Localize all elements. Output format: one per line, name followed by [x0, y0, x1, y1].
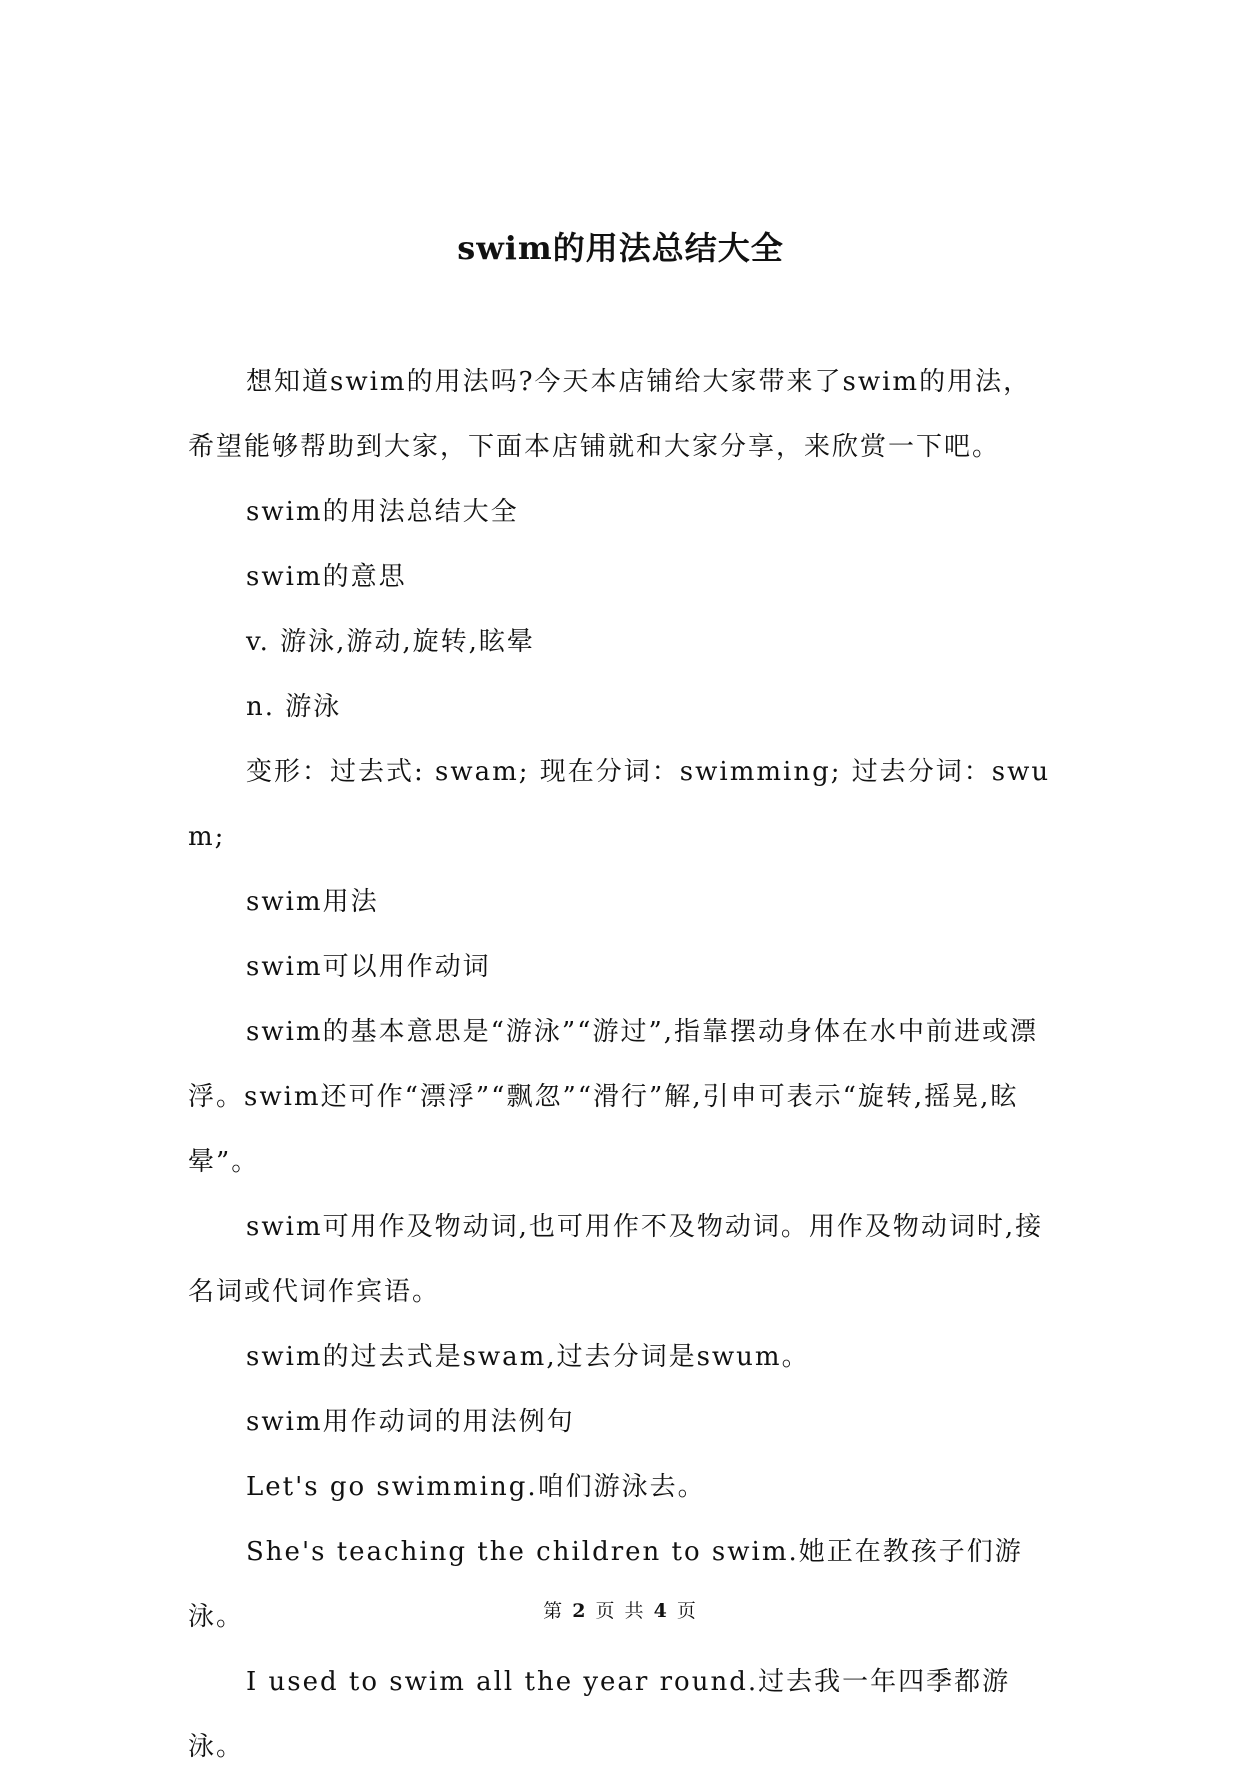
footer-middle: 页 共 [595, 1600, 646, 1622]
footer-prefix: 第 [543, 1600, 565, 1622]
basic-meaning-paragraph: swim的基本意思是“游泳”“游过”,指靠摆动身体在水中前进或漂浮。swim还可作“漂浮”“飘忽”“滑行”解,引申可表示“旋转,摇晃,眩晕”。 [188, 1017, 1039, 1177]
usage-heading: swim用法 [246, 887, 379, 917]
page-footer [0, 1597, 1241, 1625]
verb-meaning: v. 游泳,游动,旋转,眩晕 [246, 627, 535, 657]
total-pages-number: 4 [653, 1600, 669, 1622]
example-sentence: Let's go swimming.咱们游泳去。 [246, 1472, 706, 1502]
meaning-heading: swim的意思 [246, 562, 407, 592]
footer-suffix: 页 [676, 1600, 698, 1622]
example-sentence: I used to swim all the year round.过去我一年四季都游泳。 [188, 1667, 1011, 1762]
document-title: swim的用法总结大全 [457, 229, 784, 267]
noun-meaning: n. 游泳 [246, 692, 342, 722]
current-page-number: 2 [572, 1600, 588, 1622]
verb-usage-heading: swim可以用作动词 [246, 952, 491, 982]
examples-heading: swim用作动词的用法例句 [246, 1407, 575, 1437]
past-forms-paragraph: swim的过去式是swam,过去分词是swum。 [246, 1342, 810, 1372]
transitive-paragraph: swim可用作及物动词,也可用作不及物动词。用作及物动词时,接名词或代词作宾语。 [188, 1212, 1044, 1307]
section-heading: swim的用法总结大全 [246, 497, 519, 527]
example-sentence: She's teaching the children to swim.她正在教孩子们游泳。 [188, 1537, 1023, 1632]
intro-paragraph: 想知道swim的用法吗?今天本店铺给大家带来了swim的用法，希望能够帮助到大家，下面本店铺就和大家分享，来欣赏一下吧。 [188, 367, 1032, 462]
word-forms: 变形：过去式: swam; 现在分词：swimming; 过去分词：swum; [188, 757, 1051, 852]
document-body [188, 350, 1058, 1780]
